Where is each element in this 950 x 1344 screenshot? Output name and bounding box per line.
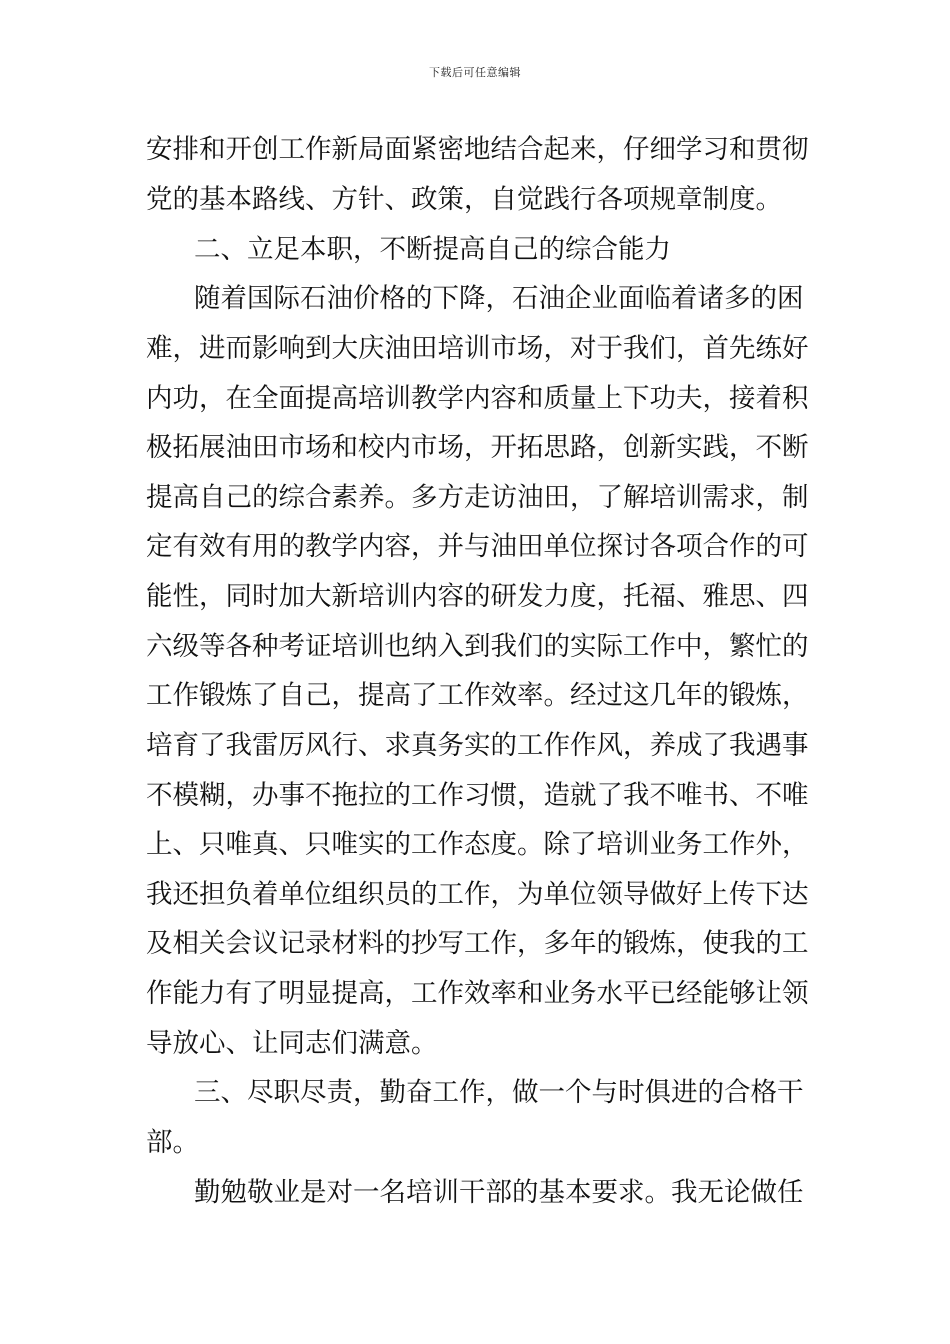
text-line: 极拓展油田市场和校内市场，开拓思路，创新实践，不断 xyxy=(146,432,809,463)
text-line: 工作锻炼了自己，提高了工作效率。经过这几年的锻炼， xyxy=(146,680,809,711)
text-line: 及相关会议记录材料的抄写工作，多年的锻炼，使我的工 xyxy=(146,928,809,959)
text-line: 难，进而影响到大庆油田培训市场，对于我们，首先练好 xyxy=(146,333,809,364)
section-heading: 二、立足本职，不断提高自己的综合能力 xyxy=(194,234,671,265)
text-line: 内功，在全面提高培训教学内容和质量上下功夫，接着积 xyxy=(146,383,809,414)
text-line: 作能力有了明显提高，工作效率和业务水平已经能够让领 xyxy=(146,978,809,1009)
page-header: 下载后可任意编辑 xyxy=(429,66,521,79)
text-line: 培育了我雷厉风行、求真务实的工作作风，养成了我遇事 xyxy=(146,730,809,761)
text-line: 能性，同时加大新培训内容的研发力度，托福、雅思、四 xyxy=(146,581,809,612)
text-line: 提高自己的综合素养。多方走访油田，了解培训需求，制 xyxy=(146,482,809,513)
text-line: 定有效有用的教学内容，并与油田单位探讨各项合作的可 xyxy=(146,531,809,562)
text-line: 我还担负着单位组织员的工作，为单位领导做好上传下达 xyxy=(146,879,809,910)
text-line: 安排和开创工作新局面紧密地结合起来，仔细学习和贯彻 xyxy=(146,134,809,165)
text-line: 六级等各种考证培训也纳入到我们的实际工作中，繁忙的 xyxy=(146,631,809,662)
text-line: 党的基本路线、方针、政策，自觉践行各项规章制度。 xyxy=(146,184,782,215)
text-line: 不模糊，办事不拖拉的工作习惯，造就了我不唯书、不唯 xyxy=(146,780,809,811)
text-line: 勤勉敬业是对一名培训干部的基本要求。我无论做任 xyxy=(194,1177,804,1208)
text-line: 上、只唯真、只唯实的工作态度。除了培训业务工作外， xyxy=(146,829,809,860)
text-line: 导放心、让同志们满意。 xyxy=(146,1028,438,1059)
text-line: 随着国际石油价格的下降，石油企业面临着诸多的困 xyxy=(194,283,804,314)
section-heading-cont: 部。 xyxy=(146,1127,199,1158)
section-heading: 三、尽职尽责，勤奋工作，做一个与时俱进的合格干 xyxy=(194,1077,804,1108)
